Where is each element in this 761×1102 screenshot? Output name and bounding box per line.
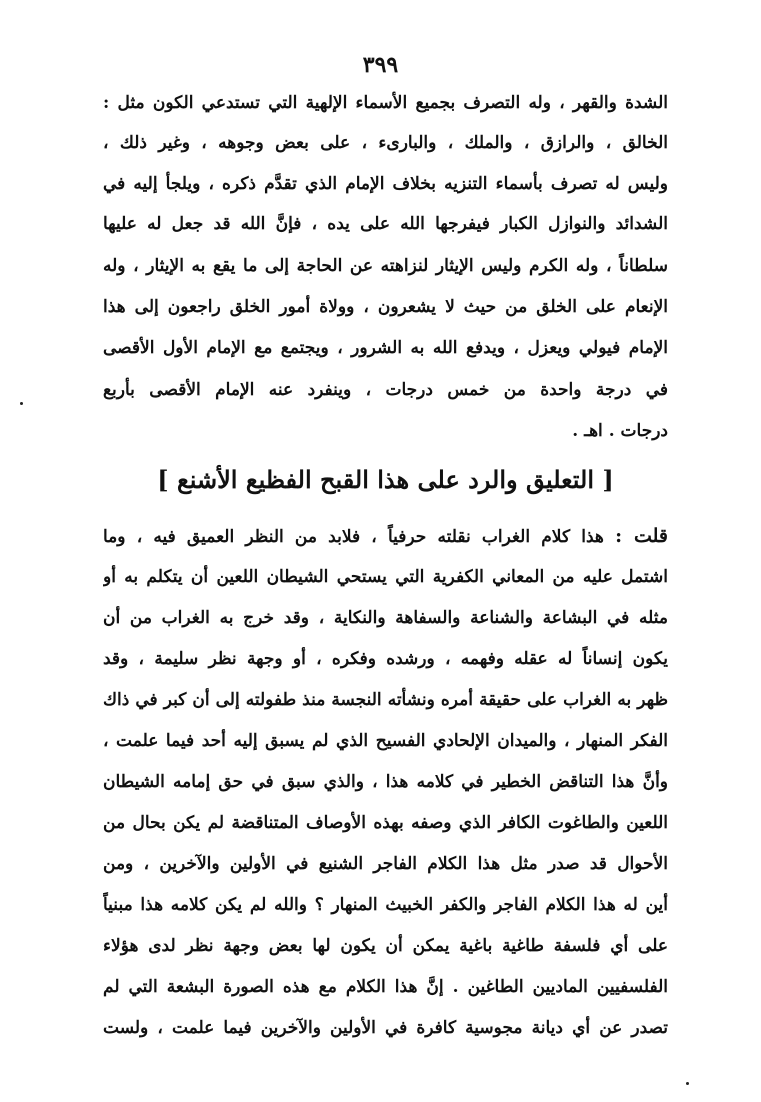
- text-line: على أي فلسفة طاغية باغية يمكن أن يكون لها بعض وجهة نظر لدى هؤلاء: [103, 936, 668, 956]
- text-line: الشدة والقهر ، وله التصرف بجميع الأسماء الإلهية التي تستدعي الكون مثل :: [103, 93, 668, 113]
- scan-speck: [20, 402, 23, 405]
- text-line: اللعين والطاغوت الكافر الذي وصفه بهذه الأوصاف المتناقضة لم يكن بحال من: [103, 813, 668, 833]
- text-line: الإمام فيولي ويعزل ، ويدفع الله به الشرور ، ويجتمع مع الإمام الأول الأقصى: [103, 338, 668, 358]
- text-line: الفلسفيين الماديين الطاغين . إنَّ هذا الكلام مع هذه الصورة البشعة التي لم: [103, 977, 668, 997]
- text-line: سلطاناً ، وله الكرم وليس الإيثار لنزاهته عن الحاجة إلى ما يقع به الإيثار ، وله: [103, 256, 668, 276]
- text-line: وأنَّ هذا التناقض الخطير في كلامه هذا ، والذي سبق في حق إمامه الشيطان: [103, 772, 668, 792]
- text-line: اشتمل عليه من المعاني الكفرية التي يستحي الشيطان اللعين أن يتكلم به أو: [103, 567, 668, 587]
- text-line: درجات . اهـ .: [572, 421, 668, 441]
- text-line: الأحوال قد صدر مثل هذا الكلام الفاجر الشنيع في الأولين والآخرين ، ومن: [103, 854, 668, 874]
- text-line: يكون إنساناً له عقله وفهمه ، ورشده وفكره ، أو وجهة نظر سليمة ، وقد: [103, 649, 668, 669]
- text-line: في درجة واحدة من خمس درجات ، وينفرد عنه الإمام الأقصى بأربع: [103, 380, 668, 400]
- text-line: أين له هذا الكلام الفاجر والكفر الخبيث المنهار ؟ والله لم يكن كلامه هذا مبنياً: [103, 895, 668, 915]
- section-heading: [ التعليق والرد على هذا القبح الفظيع الأشنع ]: [157, 465, 614, 494]
- text-line: مثله في البشاعة والشناعة والسفاهة والنكاية ، وقد خرج به الغراب من أن: [103, 608, 668, 628]
- text-line-rest: هذا كلام الغراب نقلته حرفياً ، فلابد من النظر العميق فيه ، وما: [103, 527, 604, 547]
- scan-speck: [686, 1082, 689, 1085]
- page-number: ٣٩٩: [362, 52, 399, 78]
- text-line: الخالق ، والرازق ، والملك ، والبارىء ، على بعض وجوهه ، وغير ذلك ،: [103, 133, 668, 153]
- text-line: ظهر به الغراب على حقيقة أمره ونشأته النجسة منذ طفولته إلى أن كبر في ذاك: [103, 690, 668, 710]
- text-line: الإنعام على الخلق من حيث لا يشعرون ، وولاة أمور الخلق راجعون إلى هذا: [103, 297, 668, 317]
- text-line: الفكر المنهار ، والميدان الإلحادي الفسيح الذي لم يسبق إليه أحد فيما علمت ،: [103, 731, 668, 751]
- text-line: وليس له تصرف بأسماء التنزيه بخلاف الإمام الذي تقدَّم ذكره ، ويلجأ إليه في: [103, 174, 668, 194]
- text-line-first: [103, 518, 668, 554]
- lead-word: قلت :: [615, 525, 668, 547]
- text-line: الشدائد والنوازل الكبار فيفرجها الله على يده ، فإنَّ الله قد جعل له عليها: [103, 214, 668, 234]
- text-line: تصدر عن أي ديانة مجوسية كافرة في الأولين والآخرين فيما علمت ، ولست: [103, 1018, 668, 1038]
